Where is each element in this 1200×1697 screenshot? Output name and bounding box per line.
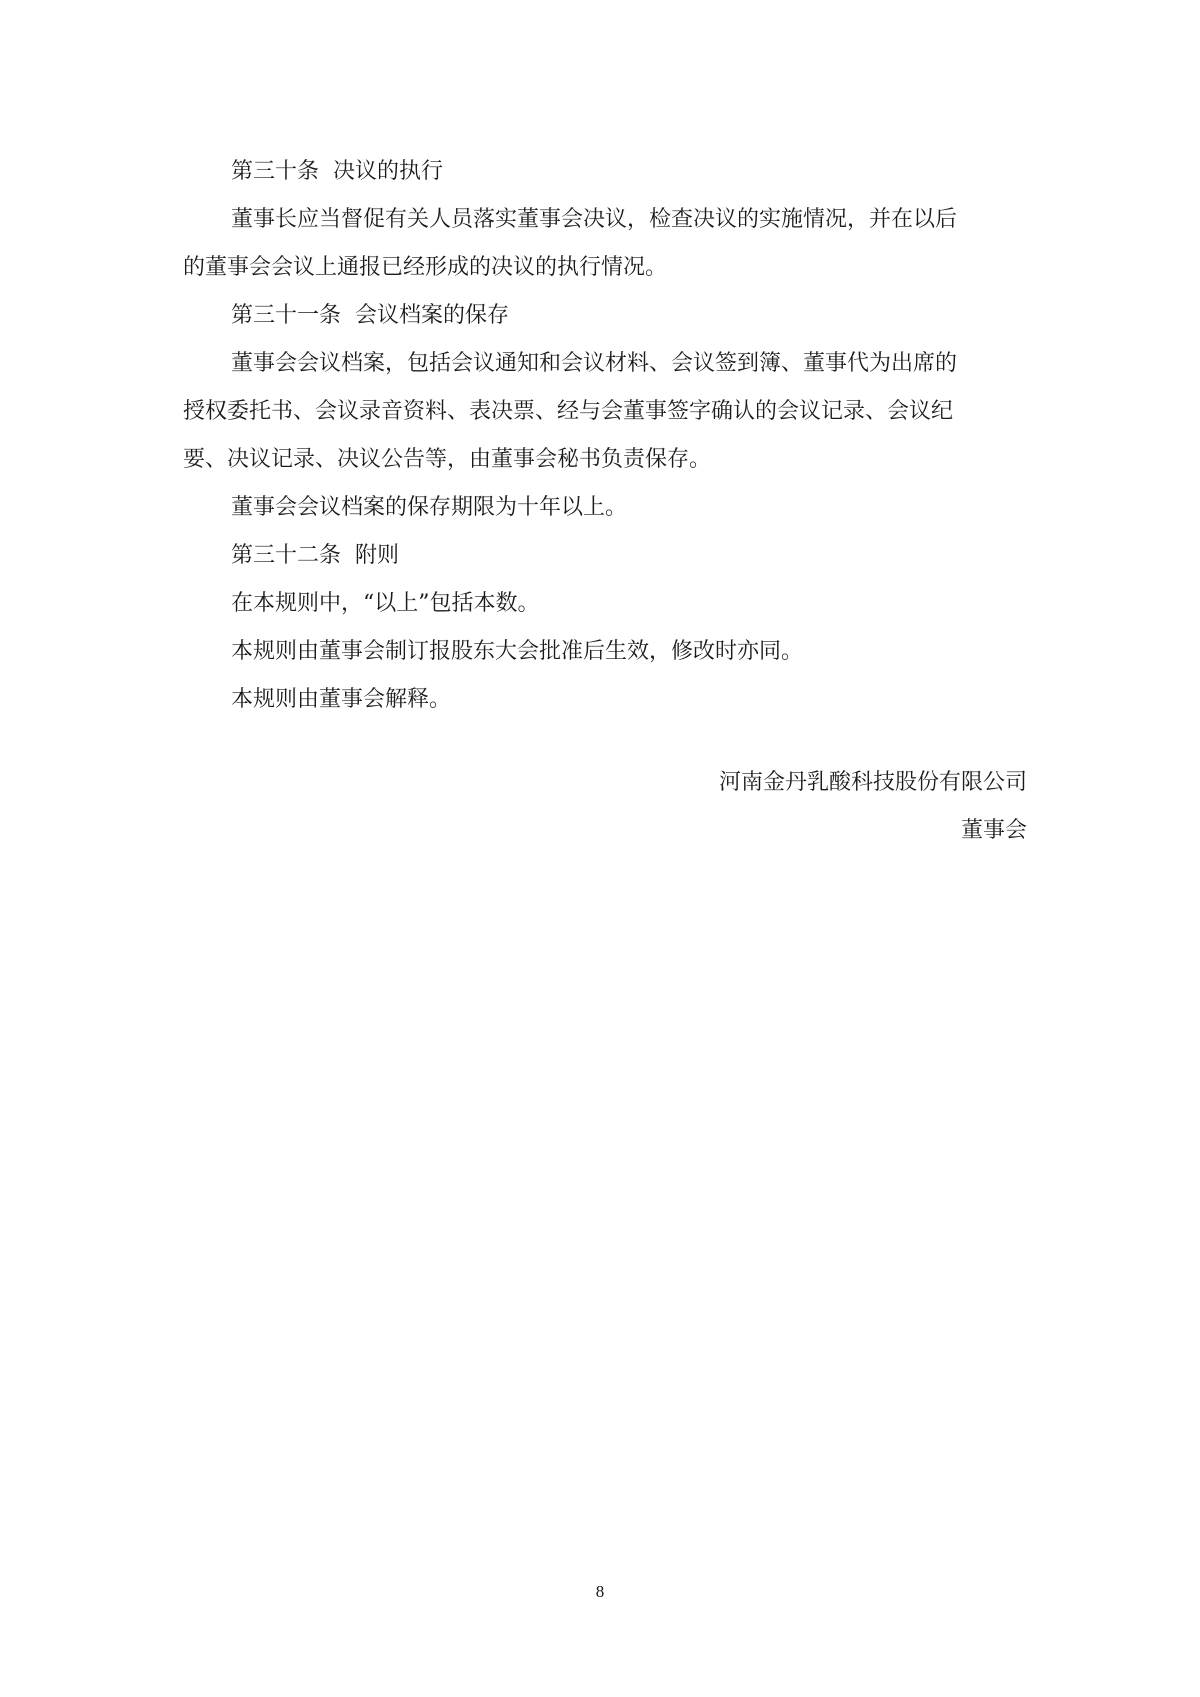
signature-company: 河南金丹乳酸科技股份有限公司 xyxy=(718,770,1027,795)
article-30-heading: 第三十条 决议的执行 xyxy=(231,159,443,184)
article-32-paragraph-1: 在本规则中，“以上”包括本数。 xyxy=(231,591,540,616)
article-31-paragraph-line-3: 要、决议记录、决议公告等，由董事会秘书负责保存。 xyxy=(183,447,712,472)
article-31-paragraph-line-1: 董事会会议档案，包括会议通知和会议材料、会议签到簿、董事代为出席的 xyxy=(231,351,958,376)
article-30-paragraph-line-2: 的董事会会议上通报已经形成的决议的执行情况。 xyxy=(183,255,668,280)
page-number: 8 xyxy=(595,1582,605,1601)
article-32-heading: 第三十二条 附则 xyxy=(231,543,399,568)
article-31-heading: 第三十一条 会议档案的保存 xyxy=(231,303,509,328)
article-32-paragraph-2: 本规则由董事会制订报股东大会批准后生效，修改时亦同。 xyxy=(231,639,804,664)
signature-block xyxy=(719,759,1027,855)
article-31-retention-paragraph: 董事会会议档案的保存期限为十年以上。 xyxy=(231,495,628,520)
article-31-paragraph-line-2: 授权委托书、会议录音资料、表决票、经与会董事签字确认的会议记录、会议纪 xyxy=(183,399,954,424)
article-30-paragraph-line-1: 董事长应当督促有关人员落实董事会决议，检查决议的实施情况，并在以后 xyxy=(231,207,958,232)
article-32-paragraph-3: 本规则由董事会解释。 xyxy=(231,687,452,712)
signature-board: 董事会 xyxy=(960,818,1027,843)
document-body xyxy=(183,148,1027,724)
